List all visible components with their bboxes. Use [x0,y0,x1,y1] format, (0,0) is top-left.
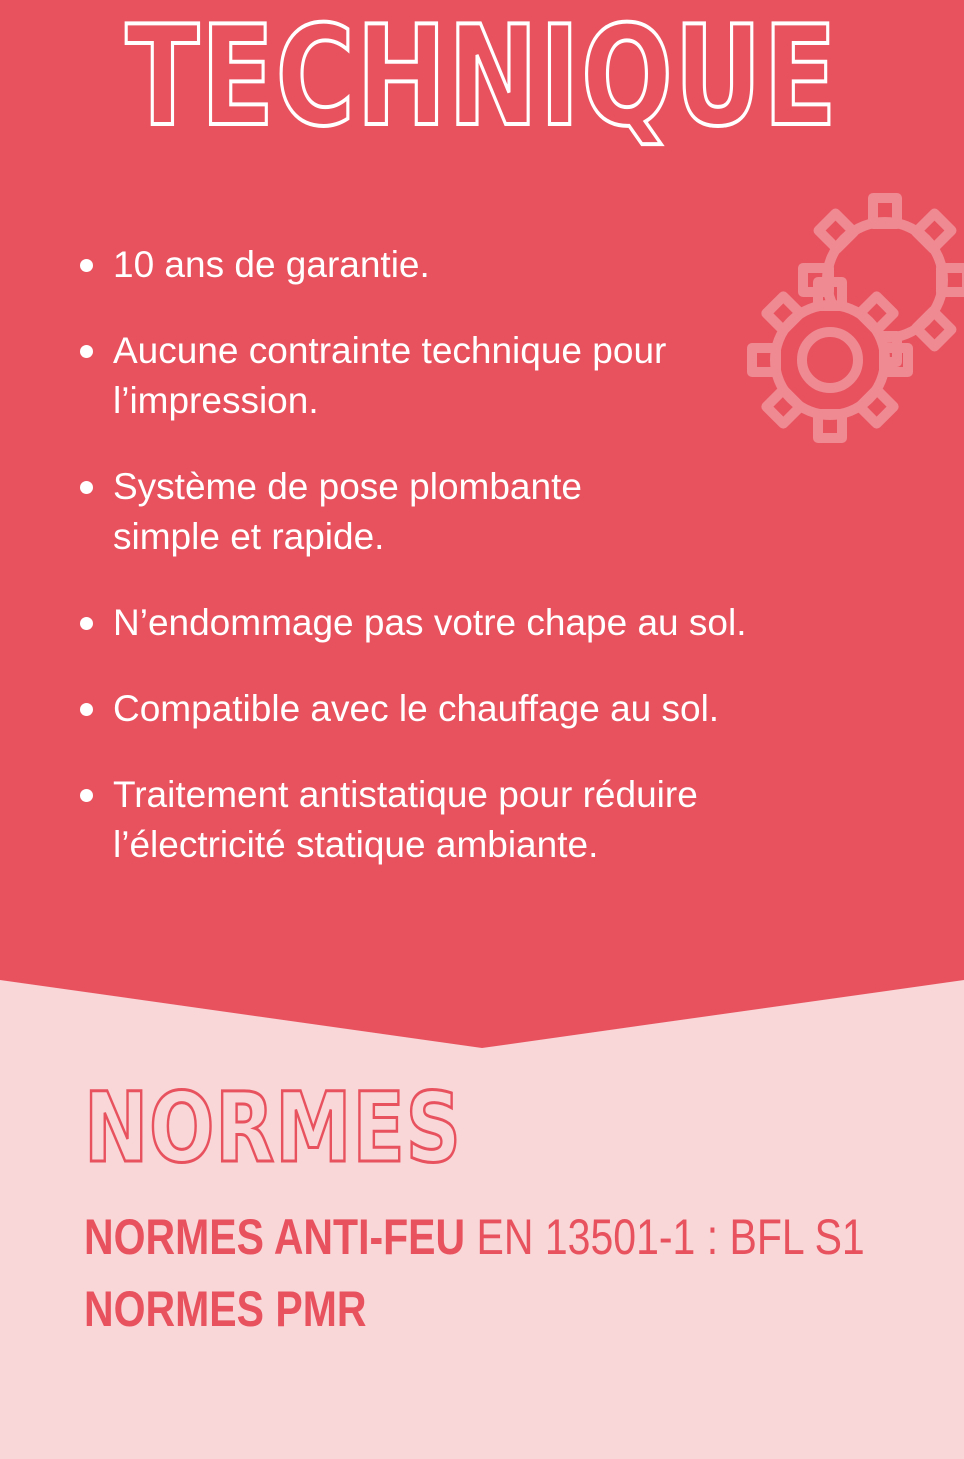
list-item [80,770,940,870]
list-item [80,462,940,562]
fire-norm-label: NORMES ANTI-FEU [84,1209,466,1265]
list-item-text-cont: simple et rapide. [113,516,385,557]
list-item [80,598,940,648]
fire-norm-value: EN 13501-1 : BFL S1 [476,1209,865,1265]
list-item-text: Compatible avec le chauffage au sol. [113,688,720,729]
list-item-text-cont: l’électricité statique ambiante. [113,824,599,865]
list-item-text: Aucune contrainte technique pour [113,330,667,371]
list-item-text-cont: l’impression. [113,380,319,421]
technique-title: TECHNIQUE [125,0,839,157]
fire-norm-line [84,1209,865,1265]
pmr-norm-line [84,1281,367,1337]
list-item [80,326,940,426]
list-item-text: N’endommage pas votre chape au sol. [113,602,747,643]
list-item [80,684,940,734]
normes-title: NORMES [84,1072,462,1184]
pmr-norm-label: NORMES PMR [84,1281,367,1337]
list-item-text: Système de pose plombante [113,466,582,507]
technique-list [80,240,940,906]
list-item-text: Traitement antistatique pour réduire [113,774,698,815]
list-item-text: 10 ans de garantie. [113,244,430,285]
list-item [80,240,940,290]
